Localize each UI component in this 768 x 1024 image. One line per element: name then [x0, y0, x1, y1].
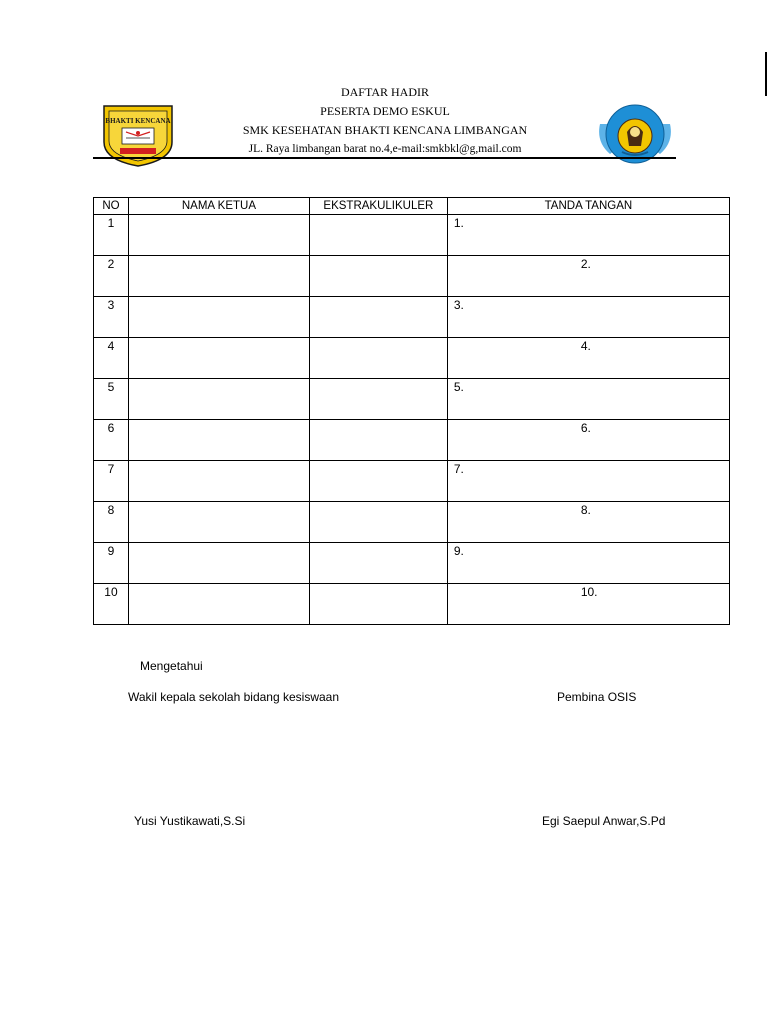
nama-ketua-cell[interactable]: [128, 379, 309, 420]
ekstrakulikuler-cell[interactable]: [309, 297, 447, 338]
table-row: [94, 584, 730, 625]
ekstrakulikuler-cell[interactable]: [309, 215, 447, 256]
row-number: 9: [107, 544, 115, 558]
letterhead-text: [200, 83, 570, 159]
signature-number: 3.: [453, 298, 464, 312]
signature-number: 6.: [580, 421, 591, 435]
signature-number: 2.: [580, 257, 591, 271]
row-number-cell: [94, 256, 129, 297]
signature-cell[interactable]: [447, 584, 729, 625]
signature-cell[interactable]: [447, 338, 729, 379]
ekstrakulikuler-cell[interactable]: [309, 502, 447, 543]
signature-number: 5.: [453, 380, 464, 394]
table-row: [94, 379, 730, 420]
row-number-cell: [94, 215, 129, 256]
signature-cell[interactable]: [447, 543, 729, 584]
attendance-table: [93, 197, 730, 625]
document-subtitle: PESERTA DEMO ESKUL: [320, 104, 450, 118]
signature-cell[interactable]: [447, 379, 729, 420]
row-number: 6: [107, 421, 115, 435]
row-number-cell: [94, 379, 129, 420]
row-number-cell: [94, 338, 129, 379]
nama-ketua-cell[interactable]: [128, 502, 309, 543]
document-title: DAFTAR HADIR: [340, 85, 430, 99]
nama-ketua-cell[interactable]: [128, 338, 309, 379]
col-header-ekstrakulikuler: EKSTRAKULIKULER: [309, 198, 447, 215]
right-signatory-name: Egi Saepul Anwar,S.Pd: [542, 814, 666, 828]
row-number: 8: [107, 503, 115, 517]
nama-ketua-cell[interactable]: [128, 584, 309, 625]
header-rule: [93, 157, 676, 159]
letterhead: [0, 0, 768, 170]
row-number: 3: [107, 298, 115, 312]
table-row: [94, 256, 730, 297]
row-number-cell: [94, 584, 129, 625]
signature-cell[interactable]: [447, 502, 729, 543]
row-number: 4: [107, 339, 115, 353]
signature-number: 8.: [580, 503, 591, 517]
nama-ketua-cell[interactable]: [128, 461, 309, 502]
ekstrakulikuler-cell[interactable]: [309, 543, 447, 584]
row-number-cell: [94, 420, 129, 461]
signature-number: 4.: [580, 339, 591, 353]
table-header-row: [94, 198, 730, 215]
col-header-nama-ketua: NAMA KETUA: [128, 198, 309, 215]
acknowledgement-label: Mengetahui: [140, 659, 203, 673]
signature-number: 10.: [580, 585, 598, 599]
school-address: JL. Raya limbangan barat no.4,e-mail:smkbkl@g,mail.com: [248, 143, 522, 155]
right-signatory-title: Pembina OSIS: [557, 690, 637, 704]
table-row: [94, 461, 730, 502]
row-number: 5: [107, 380, 115, 394]
row-number-cell: [94, 461, 129, 502]
row-number: 10: [104, 585, 118, 599]
nama-ketua-cell[interactable]: [128, 297, 309, 338]
col-header-no: NO: [94, 198, 129, 215]
school-name: SMK KESEHATAN BHAKTI KENCANA LIMBANGAN: [242, 123, 528, 137]
signature-cell[interactable]: [447, 215, 729, 256]
table-row: [94, 338, 730, 379]
left-signatory-name: Yusi Yustikawati,S.Si: [134, 814, 246, 828]
signature-cell[interactable]: [447, 256, 729, 297]
ekstrakulikuler-cell[interactable]: [309, 420, 447, 461]
nama-ketua-cell[interactable]: [128, 543, 309, 584]
emblem-text: BHAKTI KENCANA: [105, 117, 171, 125]
ekstrakulikuler-cell[interactable]: [309, 584, 447, 625]
signature-cell[interactable]: [447, 297, 729, 338]
nama-ketua-cell[interactable]: [128, 215, 309, 256]
signature-number: 7.: [453, 462, 464, 476]
table-row: [94, 420, 730, 461]
row-number: 7: [107, 462, 115, 476]
ekstrakulikuler-cell[interactable]: [309, 379, 447, 420]
ekstrakulikuler-cell[interactable]: [309, 461, 447, 502]
ekstrakulikuler-cell[interactable]: [309, 338, 447, 379]
row-number: 1: [107, 216, 115, 230]
nama-ketua-cell[interactable]: [128, 420, 309, 461]
signature-cell[interactable]: [447, 461, 729, 502]
table-row: [94, 502, 730, 543]
nama-ketua-cell[interactable]: [128, 256, 309, 297]
table-row: [94, 297, 730, 338]
table-row: [94, 543, 730, 584]
col-header-tanda-tangan: TANDA TANGAN: [447, 198, 729, 215]
row-number-cell: [94, 502, 129, 543]
ekstrakulikuler-cell[interactable]: [309, 256, 447, 297]
row-number: 2: [107, 257, 115, 271]
signature-number: 9.: [453, 544, 464, 558]
row-number-cell: [94, 543, 129, 584]
signature-cell[interactable]: [447, 420, 729, 461]
table-row: [94, 215, 730, 256]
signature-number: 1.: [453, 216, 464, 230]
row-number-cell: [94, 297, 129, 338]
left-signatory-title: Wakil kepala sekolah bidang kesiswaan: [128, 690, 340, 704]
